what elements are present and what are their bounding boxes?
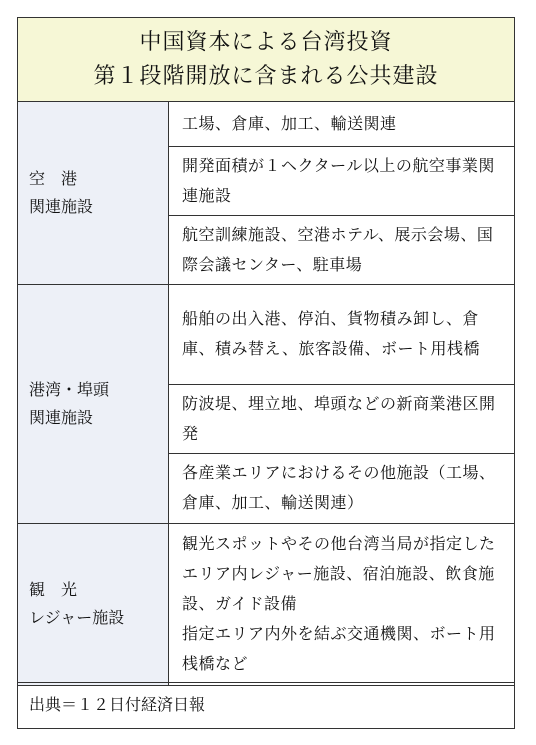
table-row [18, 523, 514, 685]
table-row [18, 102, 514, 146]
source-note: 出典＝１２日付経済日報 [18, 682, 514, 728]
table-cell: 観光スポットやその他台湾当局が指定したエリア内レジャー施設、宿泊施設、飲食施設、ガイド設備 指定エリア内外を結ぶ交通機関、ボート用桟橋など [169, 523, 515, 685]
table-cell: 工場、倉庫、加工、輸送関連 [169, 102, 515, 146]
table-cell: 各産業エリアにおけるその他施設（工場、倉庫、加工、輸送関連） [169, 453, 515, 523]
table-title [18, 18, 514, 102]
title-line-1: 中国資本による台湾投資 [139, 29, 393, 55]
table-cell: 航空訓練施設、空港ホテル、展示会場、国際会議センター、駐車場 [169, 215, 515, 284]
category-airport: 空 港 関連施設 [18, 102, 169, 284]
info-table [17, 17, 515, 729]
table-cell: 船舶の出入港、停泊、貨物積み卸し、倉庫、積み替え、旅客設備、ボート用桟橋 [169, 284, 515, 384]
table-cell: 防波堤、埋立地、埠頭などの新商業港区開発 [169, 384, 515, 453]
facility-table [18, 102, 514, 686]
title-line-2: 第１段階開放に含まれる公共建設 [93, 63, 439, 89]
category-tourism: 観 光 レジャー施設 [18, 523, 169, 685]
table-row [18, 284, 514, 384]
category-port: 港湾・埠頭 関連施設 [18, 284, 169, 523]
table-cell: 開発面積が１ヘクタール以上の航空事業関連施設 [169, 146, 515, 215]
